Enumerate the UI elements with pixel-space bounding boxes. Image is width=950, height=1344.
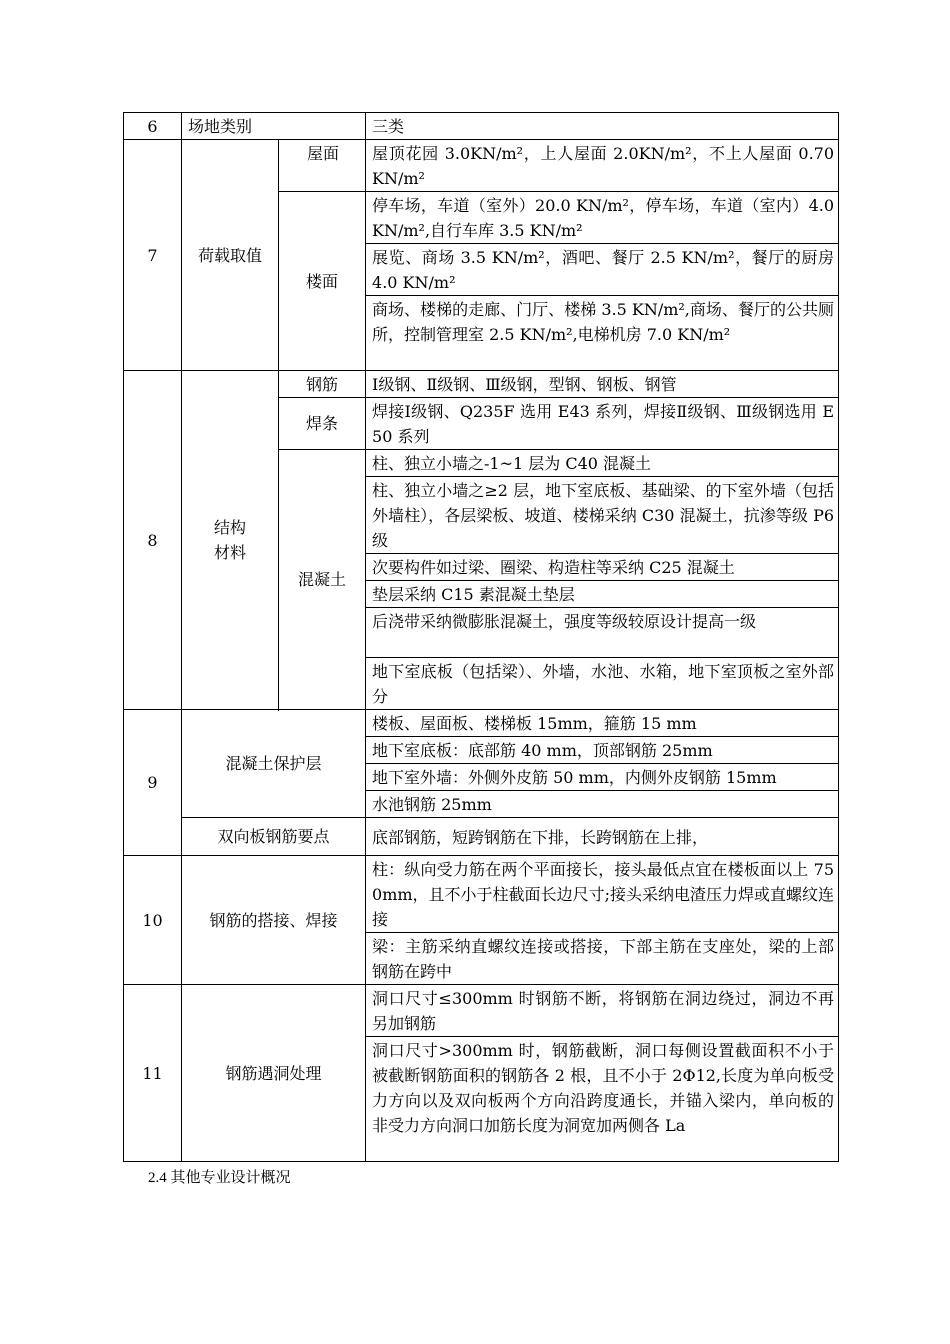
row-number: 11: [124, 985, 182, 1162]
table-row: [124, 371, 839, 398]
item-content: 地下室底板：底部筋 40 mm，顶部钢筋 25mm: [366, 737, 839, 764]
design-summary-table: [123, 112, 839, 1162]
item-content: 柱、独立小墙之≥2 层，地下室底板、基础梁、的下室外墙（包括外墙柱），各层梁板、坡道、楼梯采纳 C30 混凝土，抗渗等级 P6 级: [366, 477, 839, 554]
section-heading: 2.4 其他专业设计概况: [148, 1170, 291, 1186]
item-label: 混凝土保护层: [182, 710, 366, 818]
sub-item-label: 焊条: [279, 398, 366, 450]
table-row: [124, 113, 839, 140]
row-number: 9: [124, 710, 182, 856]
table-row: [124, 140, 839, 192]
item-label: [182, 371, 279, 710]
item-content: 后浇带采纳微膨胀混凝土，强度等级较原设计提高一级: [366, 608, 839, 658]
item-content: 垫层采纳 C15 素混凝土垫层: [366, 581, 839, 608]
row-number: 7: [124, 140, 182, 371]
item-content: 地下室底板（包括梁）、外墙，水池、水箱，地下室顶板之室外部分: [366, 658, 839, 710]
table-row: [124, 985, 839, 1037]
sub-item-label: 混凝土: [279, 450, 366, 710]
table-row: [124, 710, 839, 737]
item-content: Ⅰ级钢、Ⅱ级钢、Ⅲ级钢，型钢、钢板、钢管: [366, 371, 839, 398]
item-content: 次要构件如过梁、圈梁、构造柱等采纳 C25 混凝土: [366, 554, 839, 581]
item-label: 荷载取值: [182, 140, 279, 371]
item-label: 场地类别: [182, 113, 366, 140]
sub-item-label: 楼面: [279, 192, 366, 371]
sub-item-label: 钢筋: [279, 371, 366, 398]
item-content: 水池钢筋 25mm: [366, 791, 839, 818]
item-content: 停车场，车道（室外）20.0 KN/m²，停车场，车道（室内）4.0 KN/m²,自行车库 3.5 KN/m²: [366, 192, 839, 244]
item-content: 柱、独立小墙之-1~1 层为 C40 混凝土: [366, 450, 839, 477]
item-content: 屋顶花园 3.0KN/m²，上人屋面 2.0KN/m²，不上人屋面 0.70 KN/m²: [366, 140, 839, 192]
row-number: 6: [124, 113, 182, 140]
row-number: 10: [124, 856, 182, 985]
row-number: 8: [124, 371, 182, 710]
item-label-line: 结构: [213, 518, 246, 537]
item-content: 焊接Ⅰ级钢、Q235F 选用 E43 系列，焊接Ⅱ级钢、Ⅲ级钢选用 E50 系列: [366, 398, 839, 450]
item-label-line: 材料: [213, 543, 246, 562]
item-content: 柱：纵向受力筋在两个平面接长，接头最低点宜在楼板面以上 750mm，且不小于柱截面长边尺寸;接头采纳电渣压力焊或直螺纹连接: [366, 856, 839, 933]
item-label: 钢筋的搭接、焊接: [182, 856, 366, 985]
item-content: 商场、楼梯的走廊、门厅、楼梯 3.5 KN/m²,商场、餐厅的公共厕所，控制管理室 2.5 KN/m²,电梯机房 7.0 KN/m²: [366, 296, 839, 371]
item-label: 钢筋遇洞处理: [182, 985, 366, 1162]
table-row: [124, 818, 839, 856]
item-content: 楼板、屋面板、楼梯板 15mm，箍筋 15 mm: [366, 710, 839, 737]
table-row: [124, 856, 839, 933]
item-label: 双向板钢筋要点: [182, 818, 366, 856]
item-content: 梁：主筋采纳直螺纹连接或搭接，下部主筋在支座处，梁的上部钢筋在跨中: [366, 933, 839, 985]
item-content: 地下室外墙：外侧外皮筋 50 mm，内侧外皮钢筋 15mm: [366, 764, 839, 791]
item-content: 底部钢筋，短跨钢筋在下排，长跨钢筋在上排，: [366, 818, 839, 856]
sub-item-label: 屋面: [279, 140, 366, 192]
item-content: 展览、商场 3.5 KN/m²，酒吧、餐厅 2.5 KN/m²，餐厅的厨房 4.0 KN/m²: [366, 244, 839, 296]
item-content: 洞口尺寸≤300mm 时钢筋不断，将钢筋在洞边绕过，洞边不再另加钢筋: [366, 985, 839, 1037]
item-content: 三类: [366, 113, 839, 140]
item-content: 洞口尺寸>300mm 时，钢筋截断，洞口每侧设置截面积不小于被截断钢筋面积的钢筋各 2 根，且不小于 2Φ12,长度为单向板受力方向以及双向板两个方向沿跨度通长，并锚入梁内，单向板的非受力方向洞口加筋长度为洞宽加两侧各 La: [366, 1037, 839, 1162]
